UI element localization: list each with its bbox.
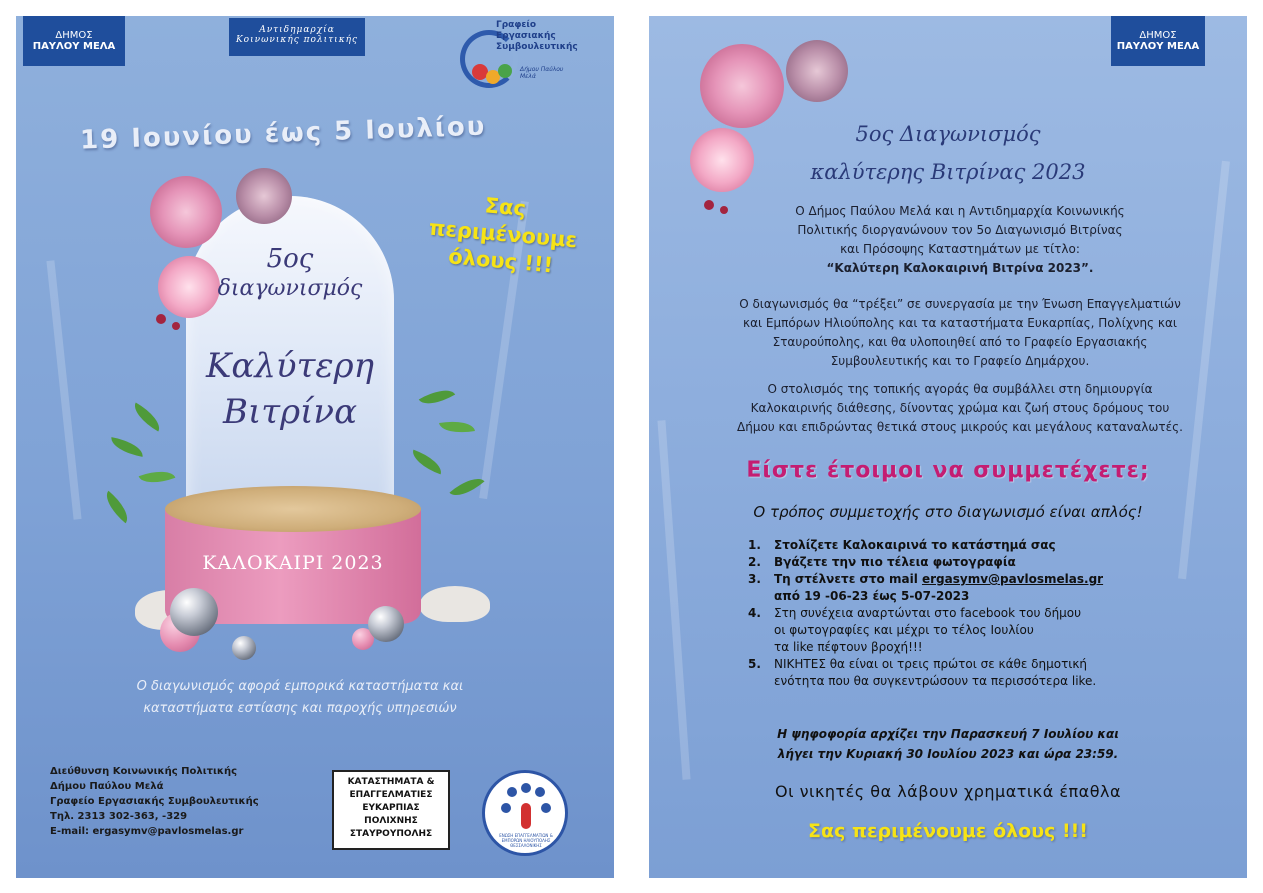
- waiting-line1: Σας: [483, 193, 527, 221]
- people-icon: [507, 787, 517, 797]
- description-line1: Ο διαγωνισμός αφορά εμπορικά καταστήματα και: [136, 679, 464, 694]
- silver-ball: [368, 606, 404, 642]
- vote-line1: Η ψηφοφορία αρχίζει την Παρασκευή 7 Ιουλίου και: [777, 727, 1119, 741]
- description-line2: καταστήματα εστίασης και παροχής υπηρεσιών: [143, 701, 457, 716]
- rose-icon: [700, 44, 784, 128]
- people-icon: [521, 783, 531, 793]
- waiting-line3: όλους !!!: [447, 244, 554, 278]
- step-item: [748, 656, 1168, 690]
- berry-icon: [172, 322, 180, 330]
- para3-line2: Καλοκαιρινής διάθεσης, δίνοντας χρώμα και ζωή στους δρόμους του: [750, 401, 1170, 415]
- gear-icon: [498, 64, 512, 78]
- step-text: ΝΙΚΗΤΕΣ θα είναι οι τρεις πρώτοι σε κάθε δημοτική: [774, 657, 1088, 671]
- para1-line3: και Πρόσοψης Καταστημάτων με τίτλο:: [840, 242, 1080, 256]
- deputy-line1: Αντιδημαρχία: [259, 25, 335, 35]
- people-icon: [541, 803, 551, 813]
- shops-line1: ΚΑΤΑΣΤΗΜΑΤΑ &: [347, 777, 435, 787]
- how-subheading: Ο τρόπος συμμετοχής στο διαγωνισμό είναι απλός!: [753, 503, 1143, 521]
- para3-line1: Ο στολισμός της τοπικής αγοράς θα συμβάλλει στη δημιουργία: [767, 382, 1153, 396]
- right-title-line2: καλύτερης Βιτρίνας 2023: [810, 160, 1086, 184]
- person-icon: [521, 803, 531, 829]
- municipality-badge-right: [1111, 16, 1205, 66]
- step-item: [748, 605, 1168, 656]
- shops-line3: ΕΥΚΑΡΠΙΑΣ: [362, 803, 420, 813]
- step-number: 1.: [748, 538, 761, 552]
- para2-line4: Συμβουλευτικής και το Γραφείο Δημάρχου.: [830, 354, 1090, 368]
- shops-line5: ΣΤΑΥΡΟΥΠΟΛΗΣ: [349, 829, 433, 839]
- decoration-paragraph: [700, 380, 1220, 437]
- email-link[interactable]: ergasymv@pavlosmelas.gr: [921, 572, 1104, 586]
- deputy-mayor-badge: [229, 18, 365, 56]
- step-number: 3.: [748, 572, 761, 586]
- para1-line2: Πολιτικής διοργανώνουν τον 5ο Διαγωνισμό Βιτρίνας: [797, 223, 1123, 237]
- waiting-text: [415, 187, 591, 283]
- waiting-line2: περιμένουμε: [427, 215, 579, 253]
- badge-line1: ΔΗΜΟΣ: [1139, 30, 1177, 41]
- step-text: ενότητα που θα συγκεντρώσουν τα περισσότερα like.: [774, 674, 1097, 688]
- title-line1: Καλύτερη: [206, 346, 374, 386]
- contest-title-quote: “Καλύτερη Καλοκαιρινή Βιτρίνα 2023”.: [826, 261, 1094, 275]
- berry-icon: [156, 314, 166, 324]
- municipality-badge: [23, 16, 125, 66]
- para2-line3: Σταυρούπολης, και θα υλοποιηθεί από το Γραφείο Εργασιακής: [772, 335, 1148, 349]
- union-logo-caption: ΕΝΩΣΗ ΕΠΑΓΓΕΛΜΑΤΙΩΝ & ΕΜΠΟΡΩΝ ΗΛΙΟΥΠΟΛΗΣ ΘΕΣΣΑΛΟΝΙΚΗΣ: [499, 833, 553, 848]
- step-text: Τη στέλνετε στο mail: [774, 572, 922, 586]
- step-item: [748, 571, 1168, 605]
- step-item: [748, 537, 1168, 554]
- ready-heading: Είστε έτοιμοι να συμμετέχετε;: [746, 458, 1150, 483]
- step-item: [748, 554, 1168, 571]
- steps-list: [748, 537, 1168, 690]
- badge-line2: ΠΑΥΛΟΥ ΜΕΛΑ: [1116, 41, 1200, 52]
- silver-ball: [170, 588, 218, 636]
- right-title-line1: 5ος Διαγωνισμός: [855, 122, 1041, 146]
- deputy-line2: Κοινωνικής πολιτικής: [235, 35, 359, 45]
- podium-top: [165, 486, 421, 532]
- para3-line3: Δήμου και επιδρώντας θετικά στους μικρούς και μεγάλους καταναλωτές.: [737, 420, 1183, 434]
- step-text: Στη συνέχεια αναρτώνται στο facebook του δήμου: [774, 606, 1082, 620]
- badge-line1: ΔΗΜΟΣ: [55, 30, 93, 41]
- contact-line2: Δήμου Παύλου Μελά: [50, 781, 164, 792]
- final-waiting-text: Σας περιμένουμε όλους !!!: [808, 820, 1088, 842]
- para2-line1: Ο διαγωνισμός θα “τρέξει” σε συνεργασία με την Ένωση Επαγγελματιών: [739, 297, 1181, 311]
- step-text: Στολίζετε Καλοκαιρινά το κατάστημά σας: [774, 538, 1056, 552]
- silver-ball: [232, 636, 256, 660]
- contest-word: διαγωνισμός: [217, 276, 363, 301]
- office-logo: [450, 16, 578, 104]
- vote-line2: λήγει την Κυριακή 30 Ιουλίου 2023 και ώρα 23:59.: [777, 747, 1119, 761]
- prize-text: Οι νικητές θα λάβουν χρηματικά έπαθλα: [775, 782, 1121, 801]
- contact-line3: Γραφείο Εργασιακής Συμβουλευτικής: [50, 796, 259, 807]
- para1-line1: Ο Δήμος Παύλου Μελά και η Αντιδημαρχία Κοινωνικής: [795, 204, 1125, 218]
- para2-line2: και Εμπόρων Ηλιούπολης και τα καταστήματα Ευκαρπίας, Πολίχνης και: [743, 316, 1177, 330]
- office-logo-text: [496, 20, 582, 53]
- step-number: 2.: [748, 555, 761, 569]
- rose-icon: [786, 40, 848, 102]
- intro-paragraph: [700, 202, 1220, 278]
- office-logo-line1: Γραφείο Εργασιακής: [496, 20, 556, 41]
- contest-dates: 19 Ιουνίου έως 5 Ιουλίου: [79, 111, 487, 156]
- step-number: 5.: [748, 657, 761, 671]
- contest-number: 5ος: [266, 244, 314, 274]
- rose-icon: [150, 176, 222, 248]
- office-logo-line2: Συμβουλευτικής: [496, 42, 578, 52]
- badge-line2: ΠΑΥΛΟΥ ΜΕΛΑ: [32, 41, 116, 52]
- office-logo-sub: Δήμου Παύλου Μελά: [520, 66, 564, 80]
- rock: [420, 586, 490, 622]
- step-text: Βγάζετε την πιο τέλεια φωτογραφία: [774, 555, 1016, 569]
- contact-line4: Τηλ. 2313 302-363, -329: [50, 811, 188, 822]
- people-icon: [501, 803, 511, 813]
- people-icon: [535, 787, 545, 797]
- contact-line1: Διεύθυνση Κοινωνικής Πολιτικής: [50, 766, 238, 777]
- title-line2: Βιτρίνα: [222, 392, 358, 432]
- voting-info: [649, 724, 1247, 764]
- contact-info: [50, 764, 320, 839]
- contact-email: E-mail: ergasymv@pavlosmelas.gr: [50, 826, 244, 837]
- rose-icon: [236, 168, 292, 224]
- step-number: 4.: [748, 606, 761, 620]
- step-dates: από 19 -06-23 έως 5-07-2023: [774, 589, 970, 603]
- shops-line4: ΠΟΛΙΧΝΗΣ: [364, 816, 418, 826]
- collaboration-paragraph: [700, 295, 1220, 371]
- podium-label: ΚΑΛΟΚΑΙΡΙ 2023: [202, 552, 384, 574]
- union-logo: [482, 770, 568, 856]
- shops-box: [332, 770, 450, 850]
- shops-line2: ΕΠΑΓΓΕΛΜΑΤΙΕΣ: [349, 790, 433, 800]
- contest-description: [100, 676, 500, 720]
- step-text: τα like πέφτουν βροχή!!!: [774, 640, 923, 654]
- step-text: οι φωτογραφίες και μέχρι το τέλος Ιουλίου: [774, 623, 1034, 637]
